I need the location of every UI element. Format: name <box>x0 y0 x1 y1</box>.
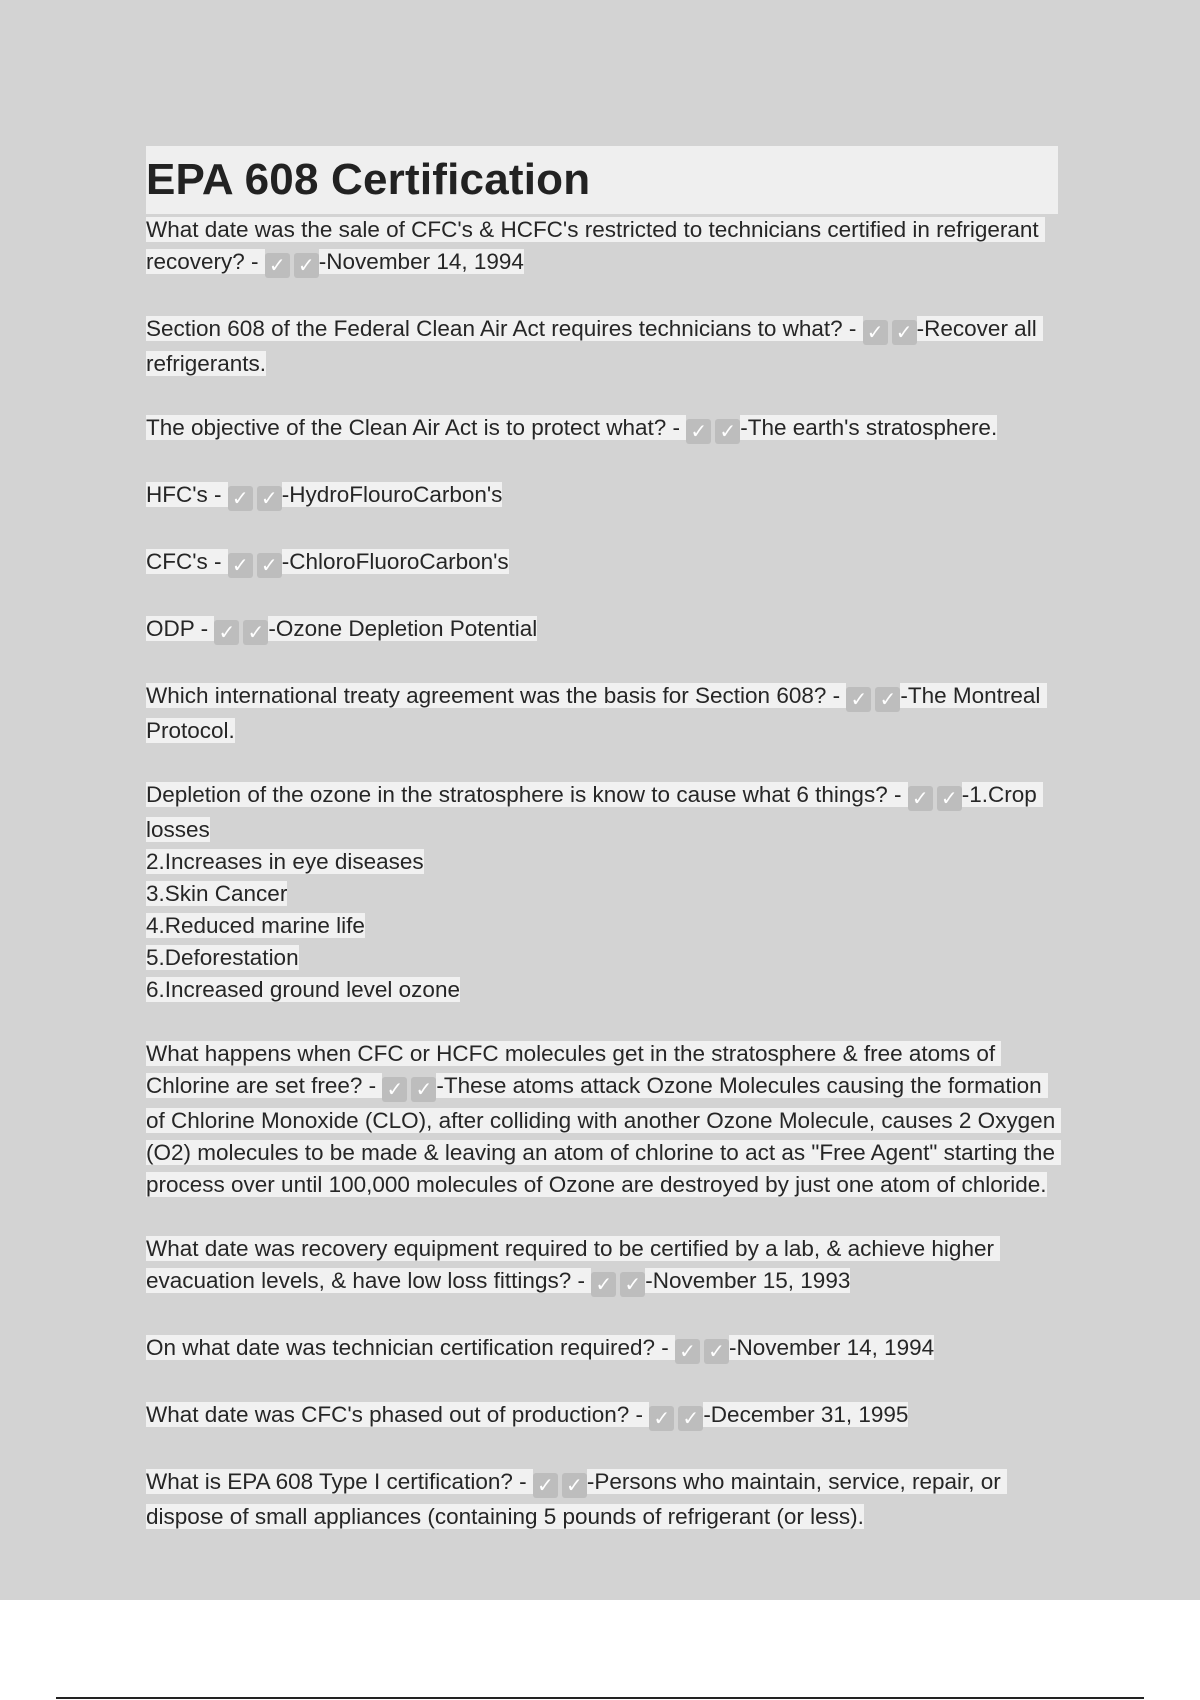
question-text: ODP - <box>146 616 215 641</box>
check-icon: ✓ <box>908 786 933 811</box>
question-text: What date was recovery equipment required to be certified by a lab, & achieve higher evacuation levels, & have low loss fittings? - <box>146 1236 1001 1293</box>
qa-item <box>146 214 1058 281</box>
title-bar <box>146 146 1058 214</box>
check-icons <box>228 482 282 514</box>
check-icons <box>649 1402 703 1434</box>
answer-text: -Recover all refrigerants. <box>146 316 1043 376</box>
answer-text: -November 14, 1994 <box>729 1335 935 1360</box>
answer-text: -These atoms attack Ozone Molecules causing the formation of Chlorine Monoxide (CLO), after colliding with another Ozone Molecule, causes 2 Oxygen (O2) molecules to be made & leaving an atom of chlorine to act as "Free Agent" starting the process over until 100,000 molecules of Ozone are destroyed by just one atom of chloride. <box>146 1073 1062 1197</box>
check-icon: ✓ <box>294 253 319 278</box>
page-title: EPA 608 Certification <box>146 155 591 204</box>
question-text: The objective of the Clean Air Act is to protect what? - <box>146 415 687 440</box>
qa-item <box>146 1233 1058 1300</box>
check-icons <box>382 1073 436 1105</box>
qa-item <box>146 1399 1058 1434</box>
question-text: What happens when CFC or HCFC molecules get in the stratosphere & free atoms of Chlorine are set free? - <box>146 1041 1002 1098</box>
check-icon: ✓ <box>715 419 740 444</box>
check-icon: ✓ <box>265 253 290 278</box>
check-icons <box>265 249 319 281</box>
check-icon: ✓ <box>382 1077 407 1102</box>
check-icon: ✓ <box>533 1473 558 1498</box>
check-icons <box>228 549 282 581</box>
answer-text: -ChloroFluoroCarbon's <box>281 549 509 574</box>
question-text: Which international treaty agreement was the basis for Section 608? - <box>146 683 847 708</box>
qa-item <box>146 613 1058 648</box>
check-icons <box>591 1268 645 1300</box>
answer-list-item: 2.Increases in eye diseases <box>146 849 424 874</box>
answer-text: -The Montreal Protocol. <box>146 683 1047 743</box>
check-icon: ✓ <box>937 786 962 811</box>
check-icon: ✓ <box>863 320 888 345</box>
check-icon: ✓ <box>257 553 282 578</box>
qa-item <box>146 1332 1058 1367</box>
answer-text: -The earth's stratosphere. <box>740 415 998 440</box>
check-icon: ✓ <box>704 1339 729 1364</box>
check-icons <box>675 1335 729 1367</box>
check-icon: ✓ <box>675 1339 700 1364</box>
check-icon: ✓ <box>228 553 253 578</box>
check-icon: ✓ <box>686 419 711 444</box>
question-text: What is EPA 608 Type I certification? - <box>146 1469 533 1494</box>
check-icon: ✓ <box>214 620 239 645</box>
document-content <box>146 146 1062 1565</box>
answer-text: -HydroFlouroCarbon's <box>281 482 503 507</box>
answer-text: -December 31, 1995 <box>703 1402 909 1427</box>
check-icons <box>846 683 900 715</box>
question-text: What date was CFC's phased out of production? - <box>146 1402 650 1427</box>
answer-text: -Persons who maintain, service, repair, or dispose of small appliances (containing 5 pounds of refrigerant (or less). <box>146 1469 1008 1529</box>
answer-text: -November 14, 1994 <box>318 249 524 274</box>
answer-text: -Ozone Depletion Potential <box>268 616 538 641</box>
check-icon: ✓ <box>243 620 268 645</box>
check-icon: ✓ <box>411 1077 436 1102</box>
check-icons <box>908 782 962 814</box>
question-text: What date was the sale of CFC's & HCFC's restricted to technicians certified in refrigerant recovery? - <box>146 217 1045 274</box>
qa-item <box>146 779 1058 1006</box>
check-icon: ✓ <box>620 1272 645 1297</box>
answer-text: -1.Crop losses <box>146 782 1044 842</box>
footer-divider <box>56 1697 1144 1699</box>
check-icons <box>686 415 740 447</box>
answer-list-item: 3.Skin Cancer <box>146 881 288 906</box>
check-icons <box>533 1469 587 1501</box>
answer-text: -November 15, 1993 <box>645 1268 851 1293</box>
question-text: CFC's - <box>146 549 228 574</box>
check-icon: ✓ <box>875 687 900 712</box>
qa-item <box>146 546 1058 581</box>
qa-item <box>146 680 1058 747</box>
question-text: On what date was technician certification required? - <box>146 1335 676 1360</box>
question-text: Section 608 of the Federal Clean Air Act requires technicians to what? - <box>146 316 863 341</box>
qa-item <box>146 313 1058 380</box>
qa-item <box>146 412 1058 447</box>
answer-list-item: 6.Increased ground level ozone <box>146 977 460 1002</box>
check-icon: ✓ <box>678 1406 703 1431</box>
check-icons <box>214 616 268 648</box>
qa-item <box>146 1466 1058 1533</box>
check-icon: ✓ <box>562 1473 587 1498</box>
qa-item <box>146 479 1058 514</box>
check-icons <box>863 316 917 348</box>
check-icon: ✓ <box>228 486 253 511</box>
check-icon: ✓ <box>649 1406 674 1431</box>
answer-list-item: 5.Deforestation <box>146 945 299 970</box>
qa-list <box>146 214 1062 1533</box>
qa-item <box>146 1038 1062 1201</box>
question-text: Depletion of the ozone in the stratosphere is know to cause what 6 things? - <box>146 782 908 807</box>
check-icon: ✓ <box>846 687 871 712</box>
answer-list-item: 4.Reduced marine life <box>146 913 365 938</box>
question-text: HFC's - <box>146 482 228 507</box>
check-icon: ✓ <box>892 320 917 345</box>
check-icon: ✓ <box>257 486 282 511</box>
check-icon: ✓ <box>591 1272 616 1297</box>
